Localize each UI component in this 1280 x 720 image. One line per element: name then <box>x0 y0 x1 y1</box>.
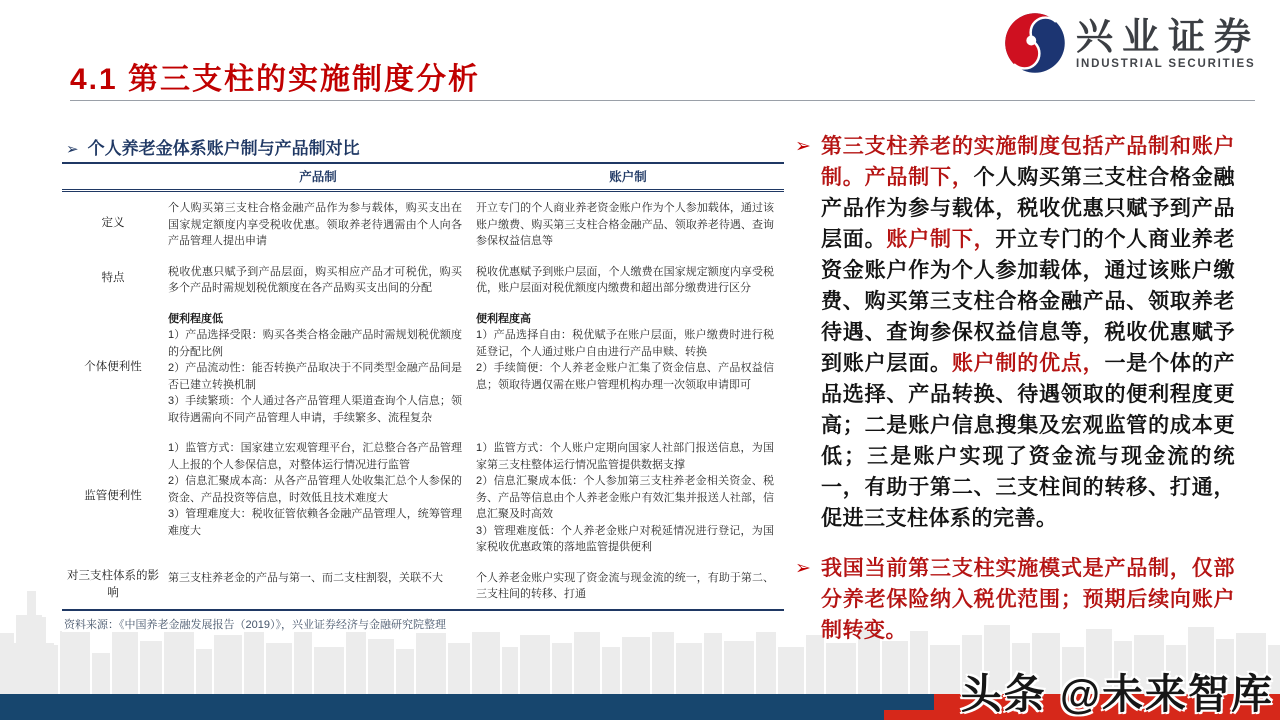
section-heading-label: 个人养老金体系账户制与产品制对比 <box>87 139 360 158</box>
cell-text: 2）信息汇聚成本低：个人参加第三支柱养老金相关资金、税务、产品等信息由个人养老金账户有效汇集并报送人社部，信息汇聚及时高效 <box>476 475 774 520</box>
cell-text: 3）管理难度低：个人养老金账户对税延情况进行登记，为国家税收优惠政策的落地监管提供便利 <box>476 524 774 553</box>
cell-text: 个人养老金账户实现了资金流与现金流的统一，有助于第二、三支柱间的转移、打通 <box>476 571 774 600</box>
table-row <box>62 562 784 610</box>
skyline-building <box>602 647 620 695</box>
cell-text: 1）产品选择自由：税优赋予在账户层面，账户缴费时进行税延登记，个人通过账户自由进行产品申赎、转换 <box>476 329 774 358</box>
right-panel <box>795 131 1235 665</box>
skyline-building <box>27 591 36 695</box>
logo-text <box>1076 17 1260 70</box>
logo-swirl-icon <box>1004 12 1066 74</box>
cell-text: 开立专门的个人商业养老资金账户作为个人参加载体，通过该账户缴费、购买第三支柱合格金融产品、领取养老待遇、查询参保权益信息等 <box>476 202 774 247</box>
skyline-building <box>244 621 264 695</box>
skyline-building <box>140 641 162 695</box>
header-account: 账户制 <box>472 163 784 191</box>
skyline-building <box>92 653 110 695</box>
product-cell <box>164 256 472 303</box>
watermark: 头条 @未来智库 <box>960 671 1274 717</box>
skyline-building <box>396 649 414 695</box>
arrow-bullet-icon: ➢ <box>795 136 811 157</box>
header-product: 产品制 <box>164 163 472 191</box>
table-row <box>62 303 784 433</box>
skyline-building <box>724 641 754 695</box>
skyline-building <box>164 629 194 695</box>
page-title: 4.1 第三支柱的实施制度分析 <box>70 63 481 96</box>
product-cell <box>164 191 472 256</box>
skyline-building <box>346 625 366 695</box>
table-row <box>62 432 784 562</box>
account-cell <box>472 256 784 303</box>
logo-name-cn: 兴业证券 <box>1076 15 1260 57</box>
row-label: 特点 <box>101 272 125 285</box>
bullet-paragraph <box>795 131 1235 534</box>
skyline-building <box>294 631 312 695</box>
comparison-table-body <box>62 191 784 610</box>
table-row <box>62 191 784 256</box>
skyline-building <box>472 627 500 695</box>
skyline-building <box>756 629 776 695</box>
account-cell <box>472 432 784 562</box>
cell-text: 3）管理难度大：税收征管依赖各金融产品管理人，统筹管理难度大 <box>168 508 462 537</box>
cell-text: 1）产品选择受限：购买各类合格金融产品时需规划税优额度的分配比例 <box>168 329 462 358</box>
cell-heading: 便利程度低 <box>168 312 223 325</box>
account-cell <box>472 562 784 610</box>
skyline-building <box>704 633 722 695</box>
title-divider <box>70 100 1255 101</box>
skyline-building <box>214 635 242 695</box>
source-note: 资料来源：《中国养老金融发展报告（2019）》，兴业证券经济与金融研究院整理 <box>64 618 446 631</box>
arrow-bullet-icon: ➢ <box>795 558 811 579</box>
section-heading <box>66 134 360 159</box>
cell-text: 第三支柱养老金的产品与第一、而二支柱割裂，关联不大 <box>168 571 443 584</box>
paragraph-text: 第三支柱养老的实施制度包括产品制和账户制。产品制下，个人购买第三支柱合格金融产品作为参与载体，税收优惠只赋予到产品层面。账户制下，开立专门的个人商业养老资金账户作为个人参加载体，通过该账户缴费、购买第三支柱合格金融产品、领取养老待遇、查询参保权益信息等，税收优惠赋予到账户层面。账户制的优点，一是个体的产品选择、产品转换、待遇领取的便利程度更高；二是账户信息搜集及宏观监管的成本更低；三是账户实现了资金流与现金流的统一，有助于第二、三支柱间的转移、打通，促进三支柱体系的完善。 <box>821 135 1236 530</box>
bottom-red-bar-step <box>884 710 936 720</box>
product-cell <box>164 303 472 433</box>
skyline-building <box>368 639 394 695</box>
product-cell <box>164 432 472 562</box>
row-label: 个体便利性 <box>84 360 142 373</box>
cell-text: 2）产品流动性：能否转换产品取决于不同类型金融产品间是否已建立转换机制 <box>168 362 462 391</box>
table-header-row <box>62 163 784 191</box>
bottom-navy-bar <box>0 694 934 720</box>
table-row <box>62 256 784 303</box>
skyline-building <box>652 625 674 695</box>
skyline-building <box>266 643 292 695</box>
skyline-building <box>520 635 550 695</box>
skyline-building <box>112 623 138 695</box>
skyline-building <box>448 643 470 695</box>
bullet-paragraph <box>795 553 1235 646</box>
skyline-building <box>196 649 212 695</box>
skyline-building <box>314 647 344 695</box>
product-cell <box>164 562 472 610</box>
cell-text: 个人购买第三支柱合格金融产品作为参与载体，购买支出在国家规定额度内享受税收优惠。领取养老待遇需由个人向各产品管理人提出申请 <box>168 202 462 247</box>
row-label: 对三支柱体系的影响 <box>67 569 159 599</box>
company-logo <box>1004 12 1260 74</box>
skyline-building <box>60 631 90 695</box>
skyline-building <box>622 637 650 695</box>
cell-text: 2）信息汇聚成本高：从各产品管理人处收集汇总个人参保的资金、产品投资等信息，时效低且技术难度大 <box>168 475 462 504</box>
account-cell <box>472 191 784 256</box>
cell-text: 1）监管方式：国家建立宏观管理平台，汇总整合各产品管理人上报的个人参保信息，对整体运行情况进行监管 <box>168 442 462 471</box>
skyline-building <box>502 647 518 695</box>
cell-text: 2）手续简便：个人养老金账户汇集了资金信息、产品权益信息；领取待遇仅需在账户管理机构办理一次领取申请即可 <box>476 362 774 391</box>
cell-heading: 便利程度高 <box>476 312 531 325</box>
cell-text: 3）手续繁琐：个人通过各产品管理人渠道查询个人信息；领取待遇需向不同产品管理人申请，手续繁多、流程复杂 <box>168 395 462 424</box>
arrow-bullet-icon: ➢ <box>66 141 79 158</box>
paragraph-text: 我国当前第三支柱实施模式是产品制，仅部分养老保险纳入税优范围；预期后续向账户制转变。 <box>821 557 1235 642</box>
logo-name-en: INDUSTRIAL SECURITIES <box>1076 57 1256 70</box>
cell-text: 税收优惠赋予到账户层面，个人缴费在国家规定额度内享受税优，账户层面对税优额度内缴费和超出部分缴费进行区分 <box>476 265 774 294</box>
cell-text: 税收优惠只赋予到产品层面，购买相应产品才可税优，购买多个产品时需规划税优额度在各产品购买支出间的分配 <box>168 265 462 294</box>
skyline-building <box>416 633 446 695</box>
comparison-table-wrap <box>62 162 784 632</box>
row-label: 监管便利性 <box>84 490 142 503</box>
cell-text: 1）监管方式：个人账户定期向国家人社部门报送信息，为国家第三支柱整体运行情况监管提供数据支撑 <box>476 442 774 471</box>
row-label: 定义 <box>101 217 125 230</box>
account-cell <box>472 303 784 433</box>
comparison-table <box>62 162 784 611</box>
skyline-building <box>552 643 572 695</box>
skyline-building <box>574 629 600 695</box>
skyline-building <box>676 643 702 695</box>
header-empty <box>62 163 164 191</box>
